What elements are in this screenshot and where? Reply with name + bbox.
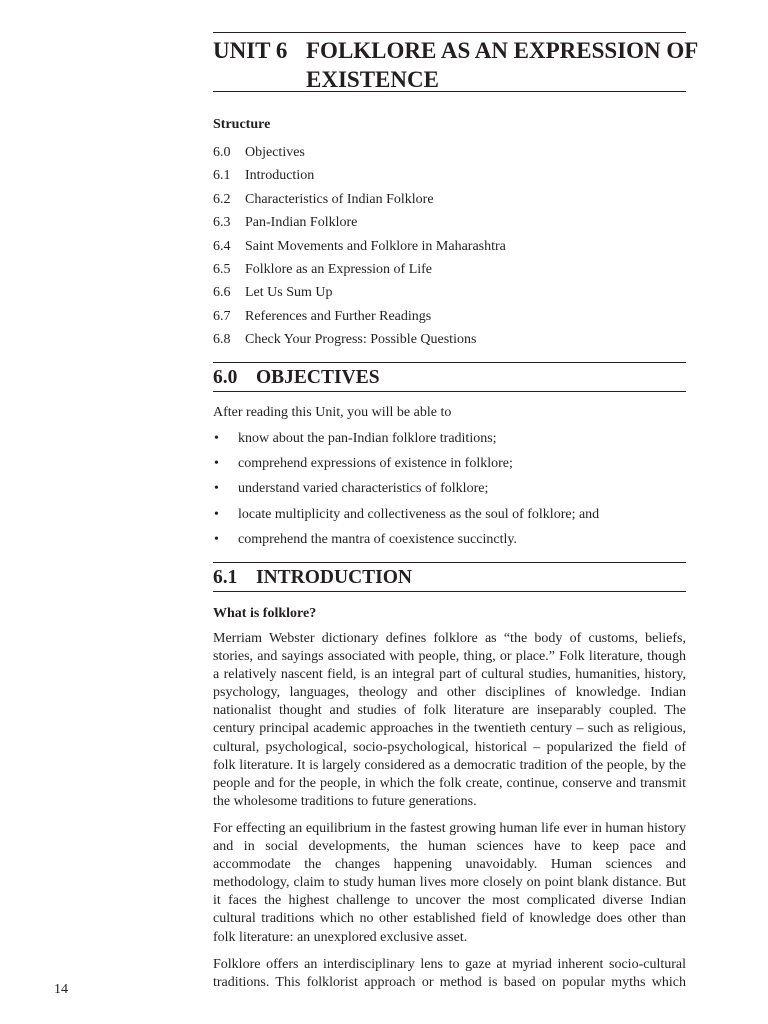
objectives-lead: After reading this Unit, you will be able to	[213, 405, 452, 420]
toc-label: Pan-Indian Folklore	[245, 215, 358, 231]
toc-label: Let Us Sum Up	[245, 285, 333, 301]
introduction-title: INTRODUCTION	[256, 567, 413, 588]
toc-label: Saint Movements and Folklore in Maharashtra	[245, 238, 506, 254]
structure-heading: Structure	[213, 117, 271, 132]
paragraph-2-block	[213, 820, 686, 947]
paragraph: Folklore offers an interdisciplinary lens to gaze at myriad inherent socio-cultural traditions. This folklorist approach or method is based on popular myths which	[213, 957, 686, 991]
bullet-text: locate multiplicity and collectiveness as the soul of folklore; and	[238, 506, 600, 522]
toc-num: 6.6	[213, 285, 231, 301]
top-rule	[213, 32, 686, 33]
bullet: •	[214, 456, 219, 472]
paragraph-3-block	[213, 956, 686, 992]
bullet: •	[214, 481, 219, 497]
objectives-number: 6.0	[213, 367, 238, 388]
paragraph: Merriam Webster dictionary defines folklore as “the body of customs, beliefs, stories, and sayings associated with people, thing, or place.” Folk literature, though a relatively nascent field, is an integral part of cultural studies, humanities, history, psychology, languages, theology and other disciplines of knowledge. Indian nationalist thought and studies of folk literature are inseparably coupled. The century principal academic approaches in the twentieth century – such as religious, cultural, psychological, socio-psychological, historical – popularized the field of folk literature. It is largely considered as a democratic tradition of the people, by the people and for the people, in which the folk create, continue, conserve and transmit the wholesome traditions to future generations.	[213, 631, 686, 809]
introduction-top-rule	[213, 562, 686, 563]
objectives-title: OBJECTIVES	[256, 367, 380, 388]
toc-num: 6.2	[213, 191, 231, 207]
bullet-text: comprehend expressions of existence in folklore;	[238, 456, 513, 472]
bullet: •	[214, 506, 219, 522]
toc-num: 6.0	[213, 145, 231, 160]
bullet-text: understand varied characteristics of folklore;	[238, 481, 489, 497]
toc-label: Folklore as an Expression of Life	[245, 261, 433, 277]
introduction-number: 6.1	[213, 567, 238, 588]
introduction-subheading: What is folklore?	[213, 606, 317, 621]
toc-label: Check Your Progress: Possible Questions	[245, 332, 477, 348]
unit-title-text: FOLKLORE AS AN EXPRESSION OF EXISTENCE	[306, 38, 698, 92]
page-number: 14	[54, 982, 68, 997]
bullet: •	[214, 431, 219, 446]
bullet: •	[214, 531, 219, 547]
toc-num: 6.4	[213, 238, 231, 254]
toc-num: 6.3	[213, 215, 231, 231]
bullet-text: comprehend the mantra of coexistence succinctly.	[238, 531, 517, 547]
toc-num: 6.5	[213, 261, 231, 277]
bullet-text: know about the pan-Indian folklore traditions;	[238, 431, 497, 446]
paragraph-1-block	[213, 630, 686, 811]
toc-num: 6.1	[213, 168, 231, 184]
objectives-top-rule	[213, 362, 686, 363]
toc-num: 6.7	[213, 308, 231, 324]
introduction-bottom-rule	[213, 591, 686, 592]
toc-label: Introduction	[245, 168, 315, 184]
title-bottom-rule	[213, 91, 686, 92]
paragraph: For effecting an equilibrium in the fastest growing human life ever in human history and in social developments, the human sciences have to keep pace and accommodate the changes happening unavoidably. Human sciences and methodology, claim to study human lives more closely on point blank distance. But it faces the highest challenge to uncover the most complicated diverse Indian cultural traditions which no other established field of knowledge does other than folk literature: an unexplored exclusive asset.	[213, 821, 686, 945]
unit-number: UNIT 6	[213, 38, 288, 63]
toc-label: Objectives	[245, 145, 305, 160]
toc-num: 6.8	[213, 332, 231, 348]
toc-label: References and Further Readings	[245, 308, 432, 324]
toc-label: Characteristics of Indian Folklore	[245, 191, 434, 207]
objectives-bottom-rule	[213, 391, 686, 392]
